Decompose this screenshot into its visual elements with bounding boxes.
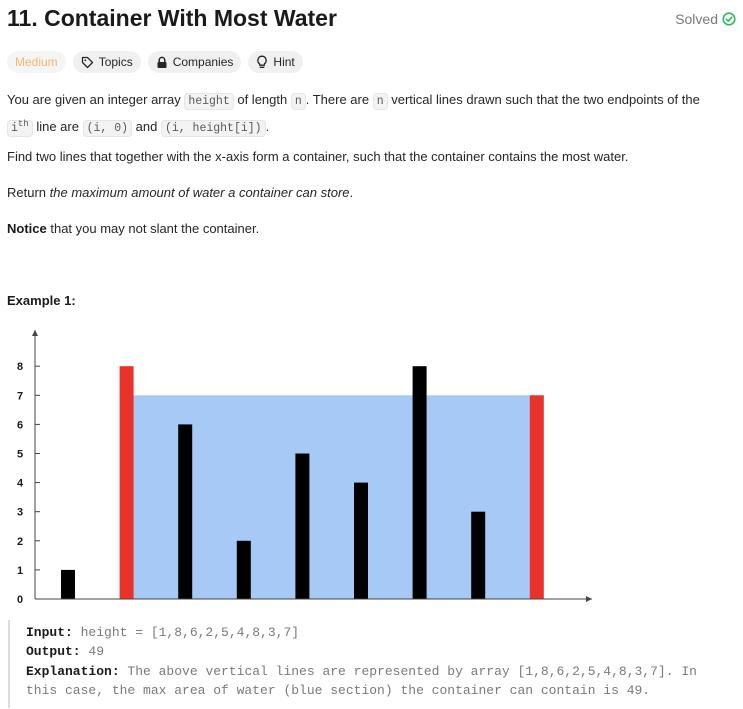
- y-tick-label: 6: [16, 419, 24, 432]
- container-wall-bar: [530, 395, 544, 599]
- y-tick-label: 2: [16, 535, 24, 548]
- example-output-line: [26, 642, 104, 661]
- height-bar: [471, 512, 485, 599]
- y-tick-label: 1: [16, 564, 24, 577]
- problem-title: 11. Container With Most Water: [7, 5, 337, 31]
- y-axis-arrow: [32, 330, 38, 336]
- lightbulb-icon: [256, 55, 268, 69]
- tag-bar: [7, 51, 303, 73]
- emphasis-text: the maximum amount of water a container can store: [49, 185, 350, 200]
- example-block: [8, 620, 743, 708]
- description-paragraph-4: [7, 218, 735, 240]
- description-paragraph-1: [7, 89, 735, 140]
- tag-icon: [81, 56, 94, 69]
- example-explanation-line-1: [26, 662, 697, 681]
- hint-label: Hint: [273, 55, 295, 69]
- description-paragraph-2: Find two lines that together with the x-axis form a container, such that the container contains the most water.: [7, 149, 629, 164]
- height-bar: [295, 454, 309, 600]
- inline-code: (i, height[i]): [161, 120, 266, 137]
- text-segment: vertical lines drawn such that the two endpoints of the: [387, 92, 700, 107]
- example-explanation-line-2: this case, the max area of water (blue section) the container can contain is 49.: [26, 683, 651, 698]
- text-segment: of length: [233, 92, 291, 107]
- description-paragraph-3: [7, 182, 735, 204]
- text-segment: and: [132, 118, 161, 134]
- solved-status: [675, 11, 736, 27]
- y-tick-label: 8: [16, 361, 24, 374]
- container-wall-bar: [120, 366, 134, 599]
- output-label: Output:: [26, 644, 81, 659]
- example-input-line: [26, 623, 299, 642]
- text-segment: . There are: [305, 92, 373, 107]
- text-segment: .: [265, 118, 270, 134]
- explanation-label: Explanation:: [26, 664, 120, 679]
- difficulty-badge: [7, 51, 66, 73]
- topics-label: Topics: [98, 55, 133, 69]
- y-tick-label: 3: [16, 506, 24, 519]
- inline-code: height: [184, 93, 233, 110]
- y-tick-label: 5: [16, 448, 24, 461]
- y-tick-label: 7: [16, 390, 24, 403]
- height-bar: [61, 570, 75, 599]
- difficulty-label: Medium: [15, 55, 58, 69]
- height-bar: [237, 541, 251, 599]
- inline-code: n: [373, 93, 388, 110]
- example-title: Example 1:: [7, 293, 76, 308]
- y-tick-label: 4: [16, 477, 24, 490]
- text-segment: that you may not slant the container.: [46, 221, 260, 236]
- explanation-text: The above vertical lines are represented by array [1,8,6,2,5,4,8,3,7]. In: [119, 664, 697, 679]
- hint-button[interactable]: [248, 51, 302, 73]
- inline-code: [7, 120, 33, 137]
- height-bar: [354, 483, 368, 599]
- code-superscript: th: [17, 119, 29, 129]
- x-axis-arrow: [586, 596, 592, 602]
- text-segment: You are given an integer array: [7, 92, 185, 107]
- y-tick-label: 0: [16, 594, 24, 606]
- code-base: i: [11, 121, 18, 135]
- check-circle-icon: [722, 12, 736, 26]
- lock-icon: [156, 56, 168, 69]
- height-bar: [178, 424, 192, 599]
- strong-text: Notice: [7, 221, 47, 236]
- inline-code: (i, 0): [83, 120, 132, 137]
- inline-code: n: [291, 93, 306, 110]
- container-chart: [0, 322, 600, 612]
- input-value: height = [1,8,6,2,5,4,8,3,7]: [72, 625, 300, 640]
- output-value: 49: [80, 644, 105, 659]
- text-segment: line are: [32, 118, 83, 134]
- text-segment: .: [349, 185, 354, 200]
- height-bar: [413, 366, 427, 599]
- companies-label: Companies: [172, 55, 234, 69]
- input-label: Input:: [26, 625, 73, 640]
- text-segment: Return: [7, 185, 50, 200]
- companies-button[interactable]: [148, 51, 242, 73]
- topics-button[interactable]: [73, 51, 141, 73]
- solved-label: Solved: [675, 11, 718, 27]
